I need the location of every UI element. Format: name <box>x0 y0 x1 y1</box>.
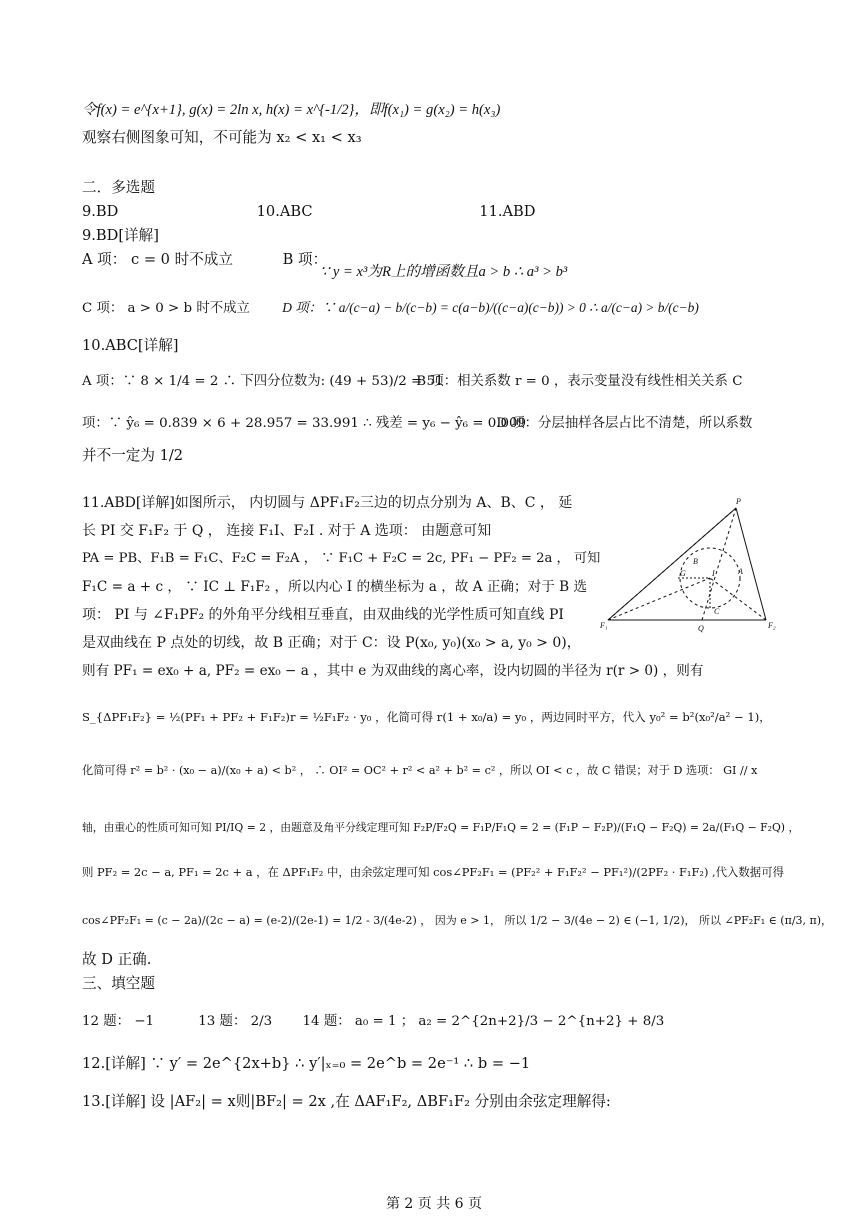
answer-row <box>82 1012 788 1032</box>
option-d: D 项：∵ a/(c−a) − b/(c−b) = c(a−b)/((c−a)(c−b)) > 0 ∴ a/(c−a) > b/(c−b) <box>282 300 699 315</box>
text-line <box>82 298 788 319</box>
segment-f1i <box>608 578 710 620</box>
text-line: 项： PI 与 ∠F₁PF₂ 的外角平分线相互垂直，由双曲线的光学性质可知直线 PI <box>82 607 564 623</box>
text-line <box>82 414 788 434</box>
answer-14: 14 题： a₀ = 1 ； a₂ = 2^{2n+2}/3 − 2^{n+2} + 8/3 <box>302 1014 665 1029</box>
text-line: 10.ABC[详解] <box>82 337 179 354</box>
text-line: 是双曲线在 P 点处的切线，故 B 正确；对于 C：设 P(x₀, y₀)(x₀ > a, y₀ > 0)， <box>82 635 581 651</box>
text-line: 则有 PF₁ = ex₀ + a, PF₂ = ex₀ − a ，其中 e 为双曲线的离心率，设内切圆的半径为 r(r > 0) ，则有 <box>82 663 704 679</box>
text-line: S_{ΔPF₁F₂} = ½(PF₁ + PF₂ + F₁F₂)r = ½F₁F₂ · y₀ ，化简可得 r(1 + x₀/a) = y₀ ，两边同时平方，代入 y₀² = b²(x₀²/a² − 1)， <box>82 710 771 724</box>
text-line: 观察右侧图象可知，不可能为 x₂ < x₁ < x₃ <box>82 129 362 146</box>
incircle-figure <box>598 494 786 640</box>
label-c: C <box>714 607 720 616</box>
text-line: 化简可得 r² = b² · (x₀ − a)/(x₀ + a) < b² ， ∴ OI² = OC² + r² < a² + b² = c² ，所以 OI < c ，故 C 错误；对于 D 选项： GI // x <box>82 764 758 777</box>
option-b: B 项：相关系数 r = 0 ，表示变量没有线性相关关系 C <box>416 374 743 389</box>
text-line: 轴，由重心的性质可知可知 PI/IQ = 2 ，由题意及角平分线定理可知 F₂P/F₂Q = F₁P/F₁Q = 2 = (F₁P − F₂P)/(F₁Q − F₂Q) = 2a/(F₁Q − F₂Q) ， <box>82 821 800 834</box>
label-q: Q <box>698 624 704 633</box>
option-a: A 项：∵ 8 × 1/4 = 2 ∴ 下四分位数为: (49 + 53)/2 = 51 <box>82 374 444 389</box>
label-g: G <box>680 569 686 578</box>
text-line: F₁C = a + c ， ∵ IC ⊥ F₁F₂ ，所以内心 I 的横坐标为 a ，故 A 正确；对于 B 选 <box>82 579 588 595</box>
text-line: ∵ y = x³为R上的增函数且a > b ∴ a³ > b³ <box>320 264 568 280</box>
text-line: cos∠PF₂F₁ = (c − 2a)/(2c − a) = (e-2)/(2e-1) = 1/2 - 3/(4e-2) ， 因为 e > 1， 所以 1/2 − 3/(4e − 2) ∈ (−1, 1/2)， 所以 ∠PF₂F₁ ∈ (π/3, π)， <box>82 914 833 927</box>
text-line: 13.[详解] 设 |AF₂| = x则|BF₂| = 2x ,在 ΔAF₁F₂, ΔBF₁F₂ 分别由余弦定理解得: <box>82 1093 611 1110</box>
label-p: P <box>736 497 741 506</box>
segment-pq <box>702 508 736 620</box>
section-heading: 二．多选题 <box>82 179 155 196</box>
text-line: 9.BD[详解] <box>82 227 159 244</box>
option-d: D 项：分层抽样各层占比不清楚，所以系数 <box>496 416 753 431</box>
text-line: 并不一定为 1/2 <box>82 447 184 464</box>
answer-11: 11.ABD <box>479 203 536 220</box>
answer-9: 9.BD <box>82 203 119 220</box>
label-a: A <box>738 567 743 576</box>
label-b: B <box>693 557 698 566</box>
answer-13: 13 题： 2/3 <box>198 1014 273 1029</box>
segment-pf1 <box>608 508 736 620</box>
option-c: 项：∵ ŷ₆ = 0.839 × 6 + 28.957 = 33.991 ∴ 残差 = y₆ − ŷ₆ = 0.009 <box>82 416 527 431</box>
text-line: 12.[详解] ∵ y′ = 2e^{2x+b} ∴ y′|ₓ₌₀ = 2e^b = 2e⁻¹ ∴ b = −1 <box>82 1055 531 1072</box>
text-line: 11.ABD[详解]如图所示， 内切圆与 ΔPF₁F₂三边的切点分别为 A、B、C ， 延 <box>82 495 573 511</box>
text-line: 长 PI 交 F₁F₂ 于 Q ， 连接 F₁I、F₂I . 对于 A 选项： 由题意可知 <box>82 523 492 539</box>
label-f1: F₁ <box>600 621 608 630</box>
page-footer: 第 2 页 共 6 页 <box>385 1196 483 1212</box>
answer-10: 10.ABC <box>256 203 313 220</box>
segment-pf2 <box>736 508 766 620</box>
text-line: 故 D 正确. <box>82 951 152 968</box>
text-line <box>82 372 788 392</box>
option-c: C 项： a > 0 > b 时不成立 <box>82 301 250 316</box>
label-i: I <box>712 569 715 578</box>
answer-12: 12 题： −1 <box>82 1014 155 1029</box>
label-f2: F₂ <box>768 621 776 630</box>
text-line: 令f(x) = e^{x+1}, g(x) = 2ln x, h(x) = x^{-1/2}，即f(x₁) = g(x₂) = h(x₃) <box>82 102 501 118</box>
option-b-label: B 项： <box>282 251 328 268</box>
text-line: 则 PF₂ = 2c − a, PF₁ = 2c + a ，在 ΔPF₁F₂ 中，由余弦定理可知 cos∠PF₂F₁ = (PF₂² + F₁F₂² − PF₁²)/(2PF₂ · F₁F₂) ,代入数据可得 <box>82 865 784 879</box>
option-a: A 项： c = 0 时不成立 <box>82 251 233 268</box>
text-line: PA = PB、F₁B = F₁C、F₂C = F₂A ， ∵ F₁C + F₂C = 2c, PF₁ − PF₂ = 2a ， 可知 <box>82 551 601 566</box>
section-heading: 三、填空题 <box>82 975 155 992</box>
answer-row <box>82 202 788 222</box>
